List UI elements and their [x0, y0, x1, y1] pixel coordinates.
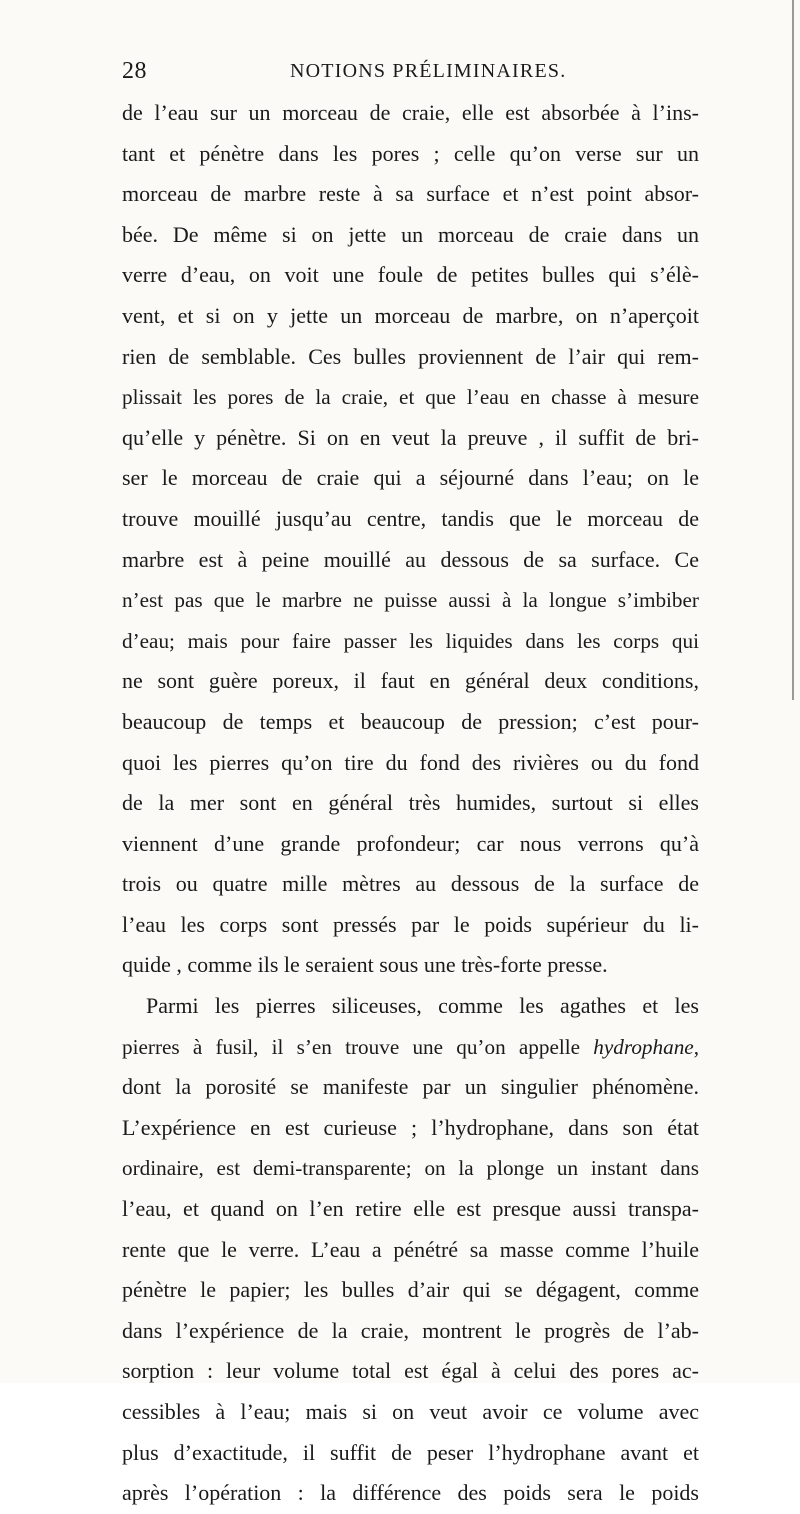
text-line: trouve mouillé jusqu’au centre, tandis que le morceau de [122, 505, 699, 531]
text-line: pénètre le papier; les bulles d’air qui se dégagent, comme [122, 1277, 699, 1303]
text-line: plus d’exactitude, il suffit de peser l’hydrophane avant et [122, 1439, 699, 1465]
text-line: pierres à fusil, il s’en trouve une qu’on appelle hydrophane, [122, 1034, 699, 1059]
text-line: plissait les pores de la craie, et que l’eau en chasse à mesure [122, 385, 699, 410]
text-line: morceau de marbre reste à sa surface et n’est point absor- [122, 181, 699, 207]
text-line: rente que le verre. L’eau a pénétré sa masse comme l’huile [122, 1236, 699, 1262]
text-line: l’eau, et quand on l’en retire elle est presque aussi transpa- [122, 1196, 699, 1222]
text-line: d’eau; mais pour faire passer les liquides dans les corps qui [122, 628, 699, 653]
text-line: rien de semblable. Ces bulles proviennent de l’air qui rem- [122, 343, 699, 369]
text-line: dont la porosité se manifeste par un singulier phénomène. [122, 1074, 699, 1100]
text-line: cessibles à l’eau; mais si on veut avoir ce volume avec [122, 1399, 699, 1424]
text-line: de l’eau sur un morceau de craie, elle est absorbée à l’ins- [122, 100, 699, 125]
text-line: trois ou quatre mille mètres au dessous de la surface de [122, 871, 699, 897]
text-line: dans l’expérience de la craie, montrent le progrès de l’ab- [122, 1317, 699, 1343]
text-line: l’eau les corps sont pressés par le poids supérieur du li- [122, 911, 699, 937]
text-line: beaucoup de temps et beaucoup de pression; c’est pour- [122, 708, 699, 734]
text-line: bée. De même si on jette un morceau de craie dans un [122, 221, 699, 247]
paragraph-end-line: quide , comme ils le seraient sous une très-forte presse. [122, 952, 608, 978]
text-line: quoi les pierres qu’on tire du fond des rivières ou du fond [122, 749, 699, 775]
paragraph-first-line: Parmi les pierres siliceuses, comme les agathes et les [146, 993, 699, 1019]
text-line: après l’opération : la différence des poids sera le poids [122, 1480, 699, 1506]
text-line: vent, et si on y jette un morceau de marbre, on n’aperçoit [122, 302, 699, 328]
text-line: marbre est à peine mouillé au dessous de sa surface. Ce [122, 546, 699, 572]
page-header [122, 58, 692, 88]
text-line: ne sont guère poreux, il faut en général deux conditions, [122, 668, 699, 694]
text-line: qu’elle y pénètre. Si on en veut la preuve , il suffit de bri- [122, 424, 699, 450]
text-line: L’expérience en est curieuse ; l’hydrophane, dans son état [122, 1114, 699, 1140]
text-line: ser le morceau de craie qui a séjourné dans l’eau; on le [122, 465, 699, 491]
text-line: n’est pas que le marbre ne puisse aussi à la longue s’imbiber [122, 588, 699, 613]
running-title: NOTIONS PRÉLIMINAIRES. [290, 60, 567, 82]
text-line: tant et pénètre dans les pores ; celle qu’on verse sur un [122, 140, 699, 166]
body-text [122, 93, 699, 1514]
text-line: viennent d’une grande profondeur; car nous verrons qu’à [122, 830, 699, 856]
italic-term: hydrophane [593, 1034, 694, 1059]
text-line: ordinaire, est demi-transparente; on la plonge un instant dans [122, 1156, 699, 1181]
text-line: verre d’eau, on voit une foule de petites bulles qui s’élè- [122, 262, 699, 288]
page-edge-shadow [792, 0, 794, 700]
text-line: sorption : leur volume total est égal à celui des pores ac- [122, 1358, 699, 1384]
page-number: 28 [122, 58, 147, 84]
text-line: de la mer sont en général très humides, surtout si elles [122, 790, 699, 816]
